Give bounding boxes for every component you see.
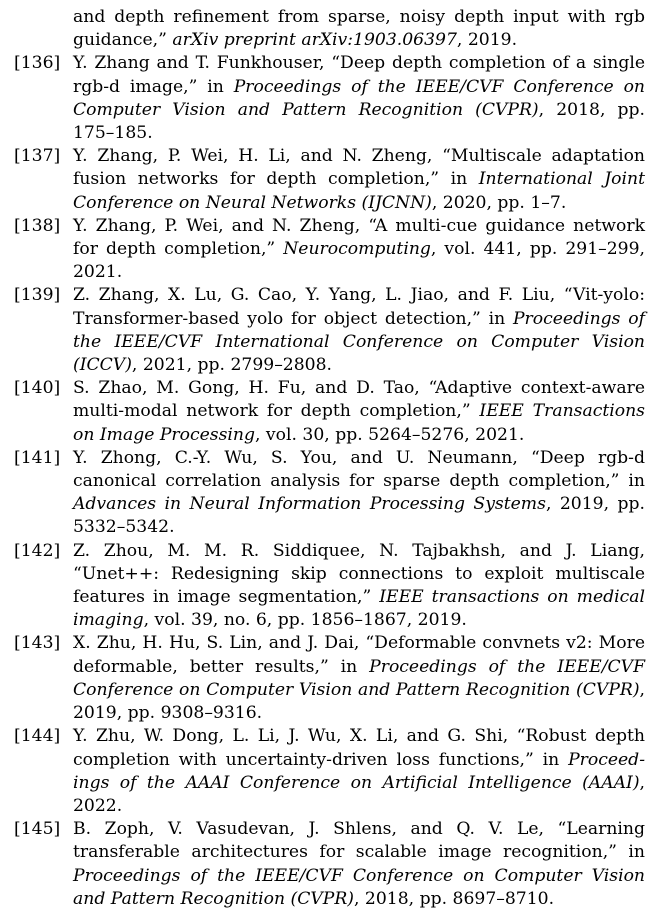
- reference-venue: Proceedings of the AAAI Conference on Artificial Intelligence (AAAI): [73, 749, 645, 793]
- reference-entry: [0, 377, 659, 447]
- reference-segment: , vol. 39, no. 6, pp. 1856–1867, 2019.: [143, 610, 467, 631]
- reference-venue: Proceedings of the IEEE/CVF Conference on Computer Vision and Pattern Recognition (CVPR): [73, 865, 645, 909]
- reference-number: [145]: [14, 819, 61, 840]
- reference-number: [143]: [14, 633, 61, 654]
- reference-segment: Y. Zhu, W. Dong, L. Li, J. Wu, X. Li, and G. Shi, “Robust depth completion with uncertainty-driven loss functions,” in: [73, 726, 645, 770]
- reference-text: [73, 726, 645, 816]
- reference-number: [142]: [14, 540, 61, 561]
- reference-text: [73, 285, 645, 375]
- reference-segment: Z. Zhou, M. M. R. Siddiquee, N. Tajbakhsh, and J. Liang, “Unet++: Redesigning skip connections to exploit multiscale features in image segmentation,”: [73, 540, 645, 608]
- reference-number: [139]: [14, 285, 61, 306]
- reference-list: [0, 6, 659, 911]
- reference-venue: IEEE transactions on medical imaging: [73, 587, 645, 631]
- reference-entry: [0, 284, 659, 377]
- reference-text: [73, 53, 645, 143]
- reference-text: [73, 541, 645, 631]
- reference-segment: , vol. 30, pp. 5264–5276, 2021.: [255, 424, 525, 445]
- reference-number: [137]: [14, 146, 61, 167]
- reference-text: [73, 448, 645, 538]
- reference-entry: [0, 818, 659, 911]
- reference-segment: , 2021, pp. 2799–2808.: [131, 355, 332, 376]
- reference-venue: Neurocomputing: [283, 239, 431, 260]
- reference-segment: S. Zhao, M. Gong, H. Fu, and D. Tao, “Adaptive context-aware multi-modal network for depth completion,”: [73, 378, 645, 422]
- reference-segment: , 2020, pp. 1–7.: [431, 192, 567, 213]
- reference-entry: [0, 540, 659, 633]
- reference-segment: Y. Zhang, P. Wei, H. Li, and N. Zheng, “Multiscale adaptation fusion networks for depth completion,” in: [73, 146, 645, 190]
- reference-segment: , 2018, pp. 8697–8710.: [353, 888, 555, 909]
- reference-entry: [0, 145, 659, 215]
- reference-segment: and depth refinement from sparse, noisy depth input with rgb guidance,”: [73, 7, 645, 51]
- reference-number: [140]: [14, 378, 61, 399]
- reference-entry: [0, 447, 659, 540]
- reference-entry: [0, 52, 659, 145]
- reference-venue: International Joint Conference on Neural Networks (IJCNN): [73, 169, 646, 213]
- reference-entry: [0, 215, 659, 285]
- reference-segment: , 2019, pp. 9308–9316.: [73, 679, 645, 724]
- reference-venue: IEEE Transactions on Image Processing: [73, 401, 645, 445]
- reference-text: [73, 378, 645, 444]
- reference-text: [73, 7, 645, 50]
- reference-segment: B. Zoph, V. Vasudevan, J. Shlens, and Q. V. Le, “Learning transferable architectures for scalable image recognition,” in: [73, 819, 645, 863]
- reference-number: [136]: [14, 53, 61, 74]
- reference-number: [138]: [14, 215, 61, 236]
- reference-entry: [0, 632, 659, 725]
- reference-venue: Proceedings of the IEEE/CVF International Conference on Computer Vision (ICCV): [73, 308, 645, 376]
- reference-segment: , 2019.: [456, 30, 518, 51]
- reference-segment: , 2018, pp. 175–185.: [73, 99, 645, 144]
- reference-text: [73, 633, 645, 723]
- reference-segment: Y. Zhong, C.-Y. Wu, S. You, and U. Neumann, “Deep rgb-d canonical correlation analysis for sparse depth completion,” in: [73, 447, 645, 492]
- reference-entry: [0, 725, 659, 818]
- reference-segment: Z. Zhang, X. Lu, G. Cao, Y. Yang, L. Jiao, and F. Liu, “Vit-yolo: Transformer-based yolo for object detection,” in: [73, 285, 645, 329]
- reference-venue: arXiv preprint arXiv:1903.06397: [172, 30, 457, 51]
- reference-segment: X. Zhu, H. Hu, S. Lin, and J. Dai, “Deformable convnets v2: More deformable, better results,” in: [73, 633, 645, 677]
- reference-text: [73, 819, 645, 909]
- reference-text: [73, 146, 645, 212]
- reference-entry: [0, 6, 659, 52]
- reference-segment: , vol. 441, pp. 291–299, 2021.: [73, 239, 646, 283]
- reference-segment: Y. Zhang and T. Funkhouser, “Deep depth completion of a single rgb-d image,” in: [73, 53, 645, 97]
- reference-venue: Advances in Neural Information Processing Systems: [73, 494, 546, 515]
- reference-segment: , 2019, pp. 5332–5342.: [73, 494, 645, 538]
- reference-number: [141]: [14, 447, 61, 468]
- reference-number: [144]: [14, 726, 61, 747]
- reference-venue: Proceedings of the IEEE/CVF Conference on Computer Vision and Pattern Recognition (CVPR): [73, 656, 645, 700]
- reference-segment: , 2022.: [73, 772, 645, 816]
- reference-text: [73, 216, 645, 282]
- reference-segment: Y. Zhang, P. Wei, and N. Zheng, “A multi-cue guidance network for depth completion,”: [73, 215, 645, 260]
- reference-venue: Proceedings of the IEEE/CVF Conference on Computer Vision and Pattern Recognition (CVPR): [73, 76, 645, 120]
